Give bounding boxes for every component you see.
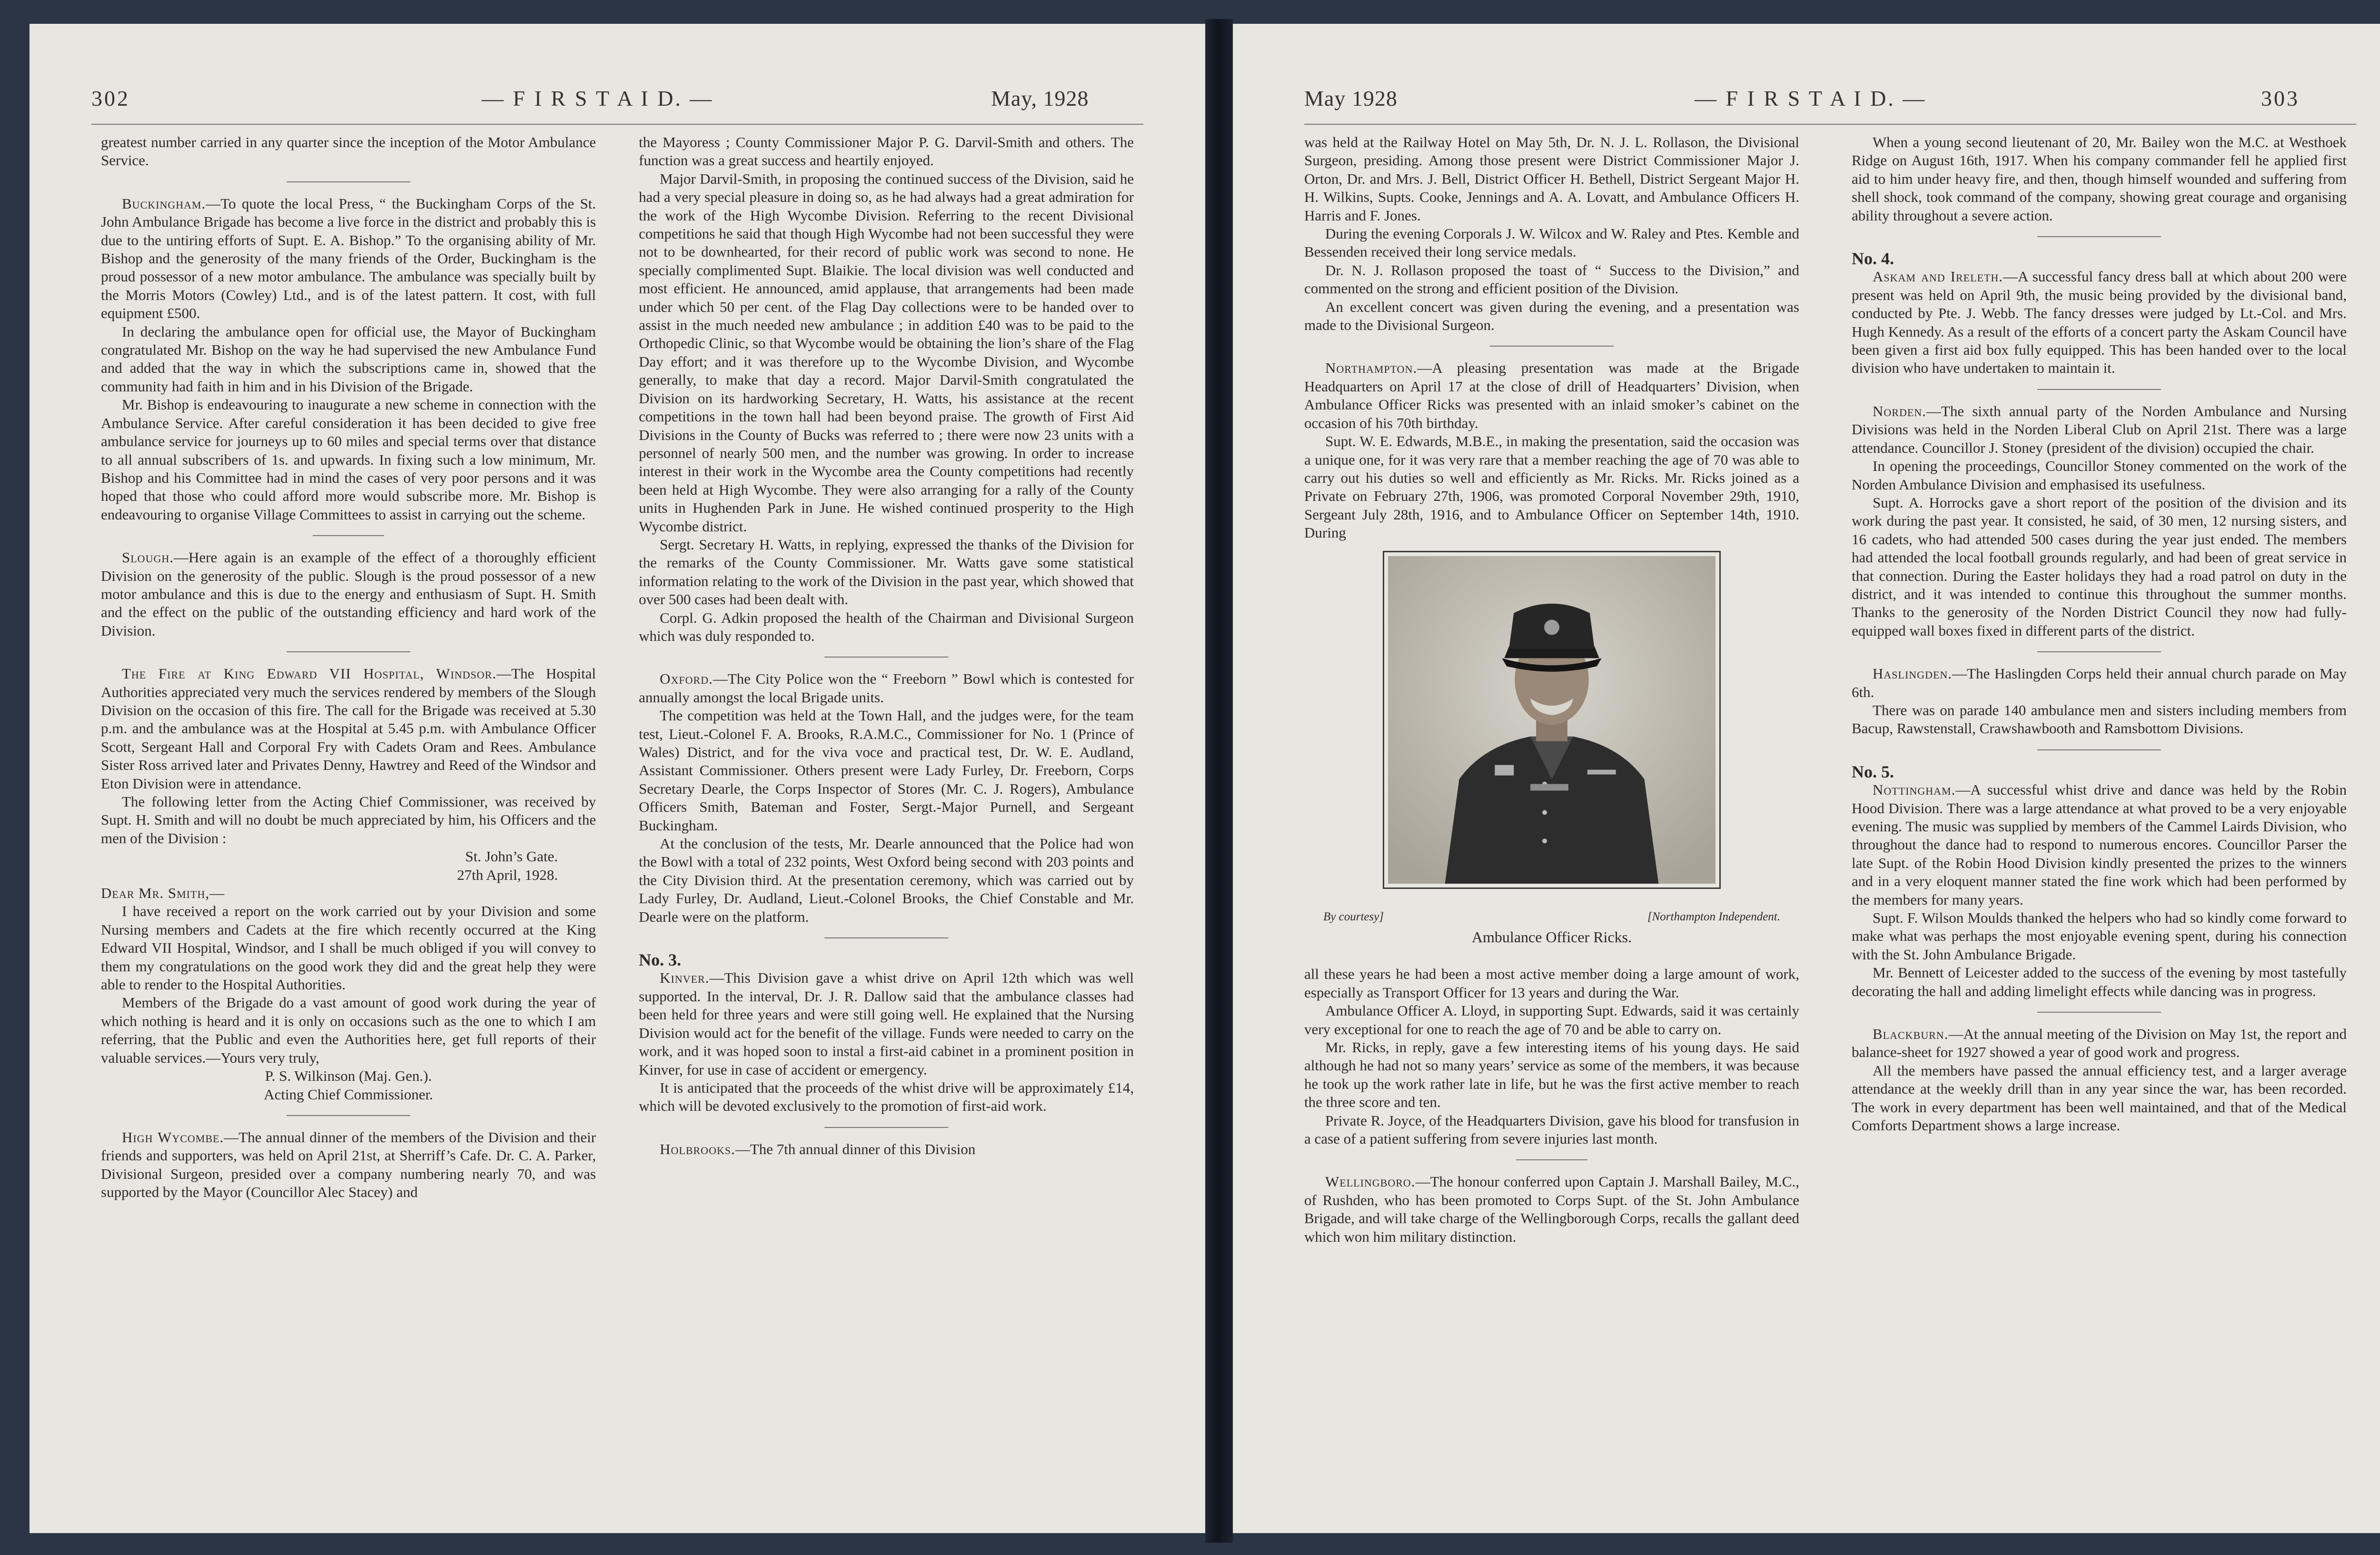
section-divider [1490,346,1614,347]
item-heading: Wellingboro. [1325,1173,1416,1190]
paragraph [1852,701,2347,738]
item-heading: The Fire at King Edward VII Hospital, Windsor. [122,665,497,682]
paragraph-text: In opening the proceedings, Councillor Stoney commented on the work of the Norden Ambulance Division and emphasised its usefulness. [1852,458,2347,493]
item-heading: High Wycombe. [122,1128,224,1146]
news-item [101,884,596,902]
paragraph [1852,1062,2347,1135]
photo-credit-right: [Northampton Independent. [1647,910,1780,923]
paragraph-text: Supt. F. Wilson Moulds thanked the helpers who had so kindly come forward to make what was perhaps the most enjoyable evening spent, during his connection with the St. John Ambulance Brigade. [1852,909,2347,963]
news-item [101,195,596,323]
paragraph [1304,1038,1799,1112]
paragraph [1304,225,1799,261]
news-item [1304,359,1799,432]
section-divider [287,651,410,652]
photo-credit [1323,908,1780,926]
news-item [639,670,1134,707]
item-heading: Nottingham. [1873,781,1956,798]
paragraph [1304,298,1799,335]
item-heading: Slough. [122,549,174,566]
paragraph [1304,133,1799,225]
paragraph-text: When a young second lieutenant of 20, Mr. Bailey won the M.C. at Westhoek Ridge on August 16th, 1917. When his company commander fell he applied first aid to him under heavy fire, and then, though himself wounded and suffering from shell shock, took command of the company, showing great courage and organising ability throughout a severe action. [1852,134,2347,224]
officer-portrait-icon [1388,556,1716,884]
section-divider [1516,1159,1587,1160]
section-divider [2037,651,2161,652]
paragraph-text: was held at the Railway Hotel on May 5th, Dr. N. J. L. Rollason, the Divisional Surgeon, presiding. Among those present were District Commissioner Major J. Orton, Dr. and Mrs. J. Bell, District Officer H. Bethell, District Sergeant Major H. H. Wilkins, Supts. Cooke, Jennings and A. A. Lovatt, and Ambulance Officers H. Harris and F. Jones. [1304,134,1799,224]
paragraph-text: all these years he had been a most active member doing a large amount of work, especially as Transport Officer for 13 years and during the War. [1304,966,1799,1001]
portrait-photo [1383,551,1721,889]
paragraph [639,609,1134,646]
paragraph-text: —A successful whist drive and dance was held by the Robin Hood Division. There was a large attendance at what proved to be a very enjoyable evening. The music was supplied by members of the Cammel Lairds Division, who throughout the dance had to respond to numerous encores. Councillor Parser the late Supt. of the Robin Hood Division kindly presented the prizes to the winners and in a very eloquent manner stated the fine work which had been performed by the members for many years. [1852,781,2347,908]
paragraph-text: I have received a report on the work carried out by your Division and some Nursing members and Cadets at the fire which recently occurred at the King Edward VII Hospital, Windsor, and I shall be much obliged if you will convey to them my congratulations on the good work they did and the great help they were able to render to the Hospital Authorities. [101,903,596,993]
item-heading: Buckingham. [122,195,206,212]
section-divider [824,657,948,658]
news-item [1852,665,2347,701]
paragraph [101,866,596,884]
paragraph [1304,432,1799,542]
section-divider [824,1127,948,1128]
paragraph-text: There was on parade 140 ambulance men and sisters including members from Bacup, Rawstenstall, Crawshawbooth and Ramsbottom Divisions. [1852,701,2347,737]
paragraph-text: Private R. Joyce, of the Headquarters Division, gave his blood for transfusion in a case of a patient suffering from severe injuries last month. [1304,1112,1799,1147]
paragraph-text: During the evening Corporals J. W. Wilcox and W. Raley and Ptes. Kemble and Bessenden received their long service medals. [1304,225,1799,260]
news-item [101,548,596,640]
paragraph [639,707,1134,835]
item-heading: Holbrooks. [660,1140,735,1157]
section-divider [2037,389,2161,390]
issue-date: May, 1928 [991,86,1089,110]
right-column-1 [1304,133,1799,1246]
paragraph-text: — [209,885,225,902]
paragraph-text: —This Division gave a whist drive on April 12th which was well supported. In the interval, Dr. J. R. Dallow said that the ambulance classes had been held for three years and were still going well. He explained that the Nursing Division would act for the benefit of the village. Funds were needed to carry on the work, and it was hoped soon to instal a first-aid cabinet in a prominent position in Kinver, for use in case of accident or emergency. [639,969,1134,1078]
item-heading: Dear Mr. Smith, [101,885,210,902]
paragraph [101,902,596,994]
item-heading: Askam and Ireleth. [1873,268,2003,285]
section-divider [287,181,410,182]
paragraph-text: Sergt. Secretary H. Watts, in replying, expressed the thanks of the Division for the remarks of the County Commissioner. Mr. Watts gave some statistical information relating to the work of the Division in the past year, which showed that over 500 cases had been dealt with. [639,536,1134,608]
item-heading: Kinver. [660,969,710,987]
section-divider [2037,1012,2161,1013]
paragraph-text: —The City Police won the “ Freeborn ” Bowl which is contested for annually amongst the local Brigade units. [639,670,1134,706]
paragraph [101,793,596,847]
paragraph-text: Supt. W. E. Edwards, M.B.E., in making the presentation, said the occasion was a unique one, for it was very rare that a member reaching the age of 70 was able to carry out his duties so well and efficiently as Mr. Ricks. Mr. Ricks joined as a Private on February 27th, 1906, was promoted Corporal November 29th, 1910, Sergeant July 28th, 1916, and to Ambulance Officer on September 14th, 1910. During [1304,433,1799,541]
paragraph-text: P. S. Wilkinson (Maj. Gen.). [265,1067,432,1085]
paragraph-text: Major Darvil-Smith, in proposing the continued success of the Division, said he had a very special pleasure in doing so, as he had always had a great admiration for the work of the High Wycombe Division. Referring to the recent Divisional competitions he said that though High Wycombe had not been successful they were not to be downhearted, for their record of public work was second to none. He specially complimented Supt. Blaikie. The local division was well conducted and most efficient. He announced, amid applause, that arrangements had been made under which 50 per cent. of the Flag Day collections were to be handed over to assist in the much needed new ambulance ; in addition £40 was to be paid to the Orthopedic Clinic, so that Wycombe would be obtaining the lion’s share of the Flag Day effort; and it was therefore up to the Wycombe Division, and Wycombe generally, to make that day a record. Major Darvil-Smith congratulated the Division on its hardworking Secretary, H. Watts, his assistance at the recent competitions in the town hall had been beyond praise. The growth of First Aid Divisions in the County of Bucks was referred to ; there were now 23 units with a personnel of nearly 500 men, and the number was growing. In order to increase interest in their work in the Wycombe area the County competitions had recently been held at High Wycombe. They were also arranging for a rally of the County units in Hughenden Park in June. He wished continued prosperity to the High Wycombe district. [639,170,1134,535]
paragraph-text: —The 7th annual dinner of this Division [735,1140,976,1157]
right-page [1233,24,2380,1533]
photo-image [1388,556,1716,884]
news-item [1852,781,2347,909]
running-title: — F I R S T A I D. — [482,86,714,110]
header-rule [91,124,1143,125]
section-divider [2037,236,2161,237]
section-divider [824,937,948,938]
left-page [30,24,1205,1533]
left-column-1 [101,133,596,1202]
right-column-2 [1852,133,2347,1135]
paragraph-text: Corpl. G. Adkin proposed the health of the Chairman and Divisional Surgeon which was duly responded to. [639,609,1134,644]
paragraph-text: At the conclusion of the tests, Mr. Dearle announced that the Police had won the Bowl with a total of 232 points, West Oxford being second with 203 points and the City Division third. At the presentation ceremony, which was carried out by Lady Furley, Dr. Audland, Lieut.-Colonel Brooks, the Chief Constable and Mr. Dearle were on the platform. [639,835,1134,925]
paragraph [1852,909,2347,964]
item-heading: Northampton. [1325,359,1418,377]
paragraph-text: —The annual dinner of the members of the Division and their friends and supporters, was held on April 21st, at Sherriff’s Cafe. Dr. C. A. Parker, Divisional Surgeon, presided over a company numbering nearly 70, and was supported by the Mayor (Councillor Alec Stacey) and [101,1128,596,1201]
header-rule [1304,124,2356,125]
news-item [1304,1173,1799,1246]
paragraph [1304,1002,1799,1038]
page-number: 302 [91,86,130,110]
item-heading: Haslingden. [1873,665,1953,682]
page-number: 303 [2261,86,2300,110]
paragraph [101,323,596,396]
paragraph-text: —Here again is an example of the effect of a thoroughly efficient Division on the generosity of the public. Slough is the proud possessor of a new motor ambulance and this is due to the energy and enthusiasm of Supt. H. Smith and the effect on the public of the outstanding efficiency and hard work of the Division. [101,549,596,639]
paragraph-text: Members of the Brigade do a vast amount of good work during the year of which nothing is heard and it is only on occasions such as the one to which I am referring, that the Public and even the Authorities here, get full reports of their valuable services.—Yours very truly, [101,994,596,1066]
paragraph-text: Ambulance Officer A. Lloyd, in supporting Supt. Edwards, said it was certainly very exceptional for one to reach the age of 70 and be able to carry on. [1304,1002,1799,1037]
paragraph-text: All the members have passed the annual efficiency test, and a larger average attendance at the weekly drill than in any year since the war, has been recorded. The work in every department has been well maintained, and that of the Medical Comforts Department shows a large increase. [1852,1062,2347,1134]
paragraph [1304,965,1799,1002]
news-item [639,969,1134,1078]
paragraph-text: St. John’s Gate. [465,848,558,865]
paragraph-text: —The Hospital Authorities appreciated very much the services rendered by members of the Slough Division on the occasion of this fire. The call for the Brigade was received at 5.30 p.m. and the ambulance was at the Hospital at 5.45 p.m. with Ambulance Officer Scott, Sergeant Hall and Corporal Fry with Cadets Oram and Rees. Ambulance Sister Ross arrived later and Privates Denny, Hawtrey and Reed of the Windsor and Eton Division were in attendance. [101,665,596,792]
book-gutter [1205,19,1233,1543]
paragraph-text: In declaring the ambulance open for official use, the Mayor of Buckingham congratulated Mr. Bishop on the way he had supervised the new Ambulance Fund and added that the way in which the subscriptions came in, showed that the community had faith in him and in his Division of the Brigade. [101,323,596,395]
running-title: — F I R S T A I D. — [1695,86,1927,110]
paragraph-text: greatest number carried in any quarter since the inception of the Motor Ambulance Service. [101,134,596,169]
news-item [639,1140,1134,1158]
paragraph-text: Supt. A. Horrocks gave a short report of the position of the division and its work during the past year. It consisted, he said, of 30 men, 12 nursing sisters, and 16 cadets, who had attended 500 cases during the year just ended. The members had attended the local football grounds regularly, and had been of great service in that connection. During the Easter holidays they had a road patrol on duty in the district, and it was intended to continue this throughout the summer months. Thanks to the generosity of the Norden District Council they now had fully-equipped wall boxes fixed in different parts of the district. [1852,494,2347,639]
section-divider [287,1115,410,1116]
paragraph-text: Mr. Ricks, in reply, gave a few interesting items of his young days. He said although he had not so many years’ service as some of the members, it was because he took up the work rather late in life, but he was the first active member to reach the three score and ten. [1304,1038,1799,1111]
item-heading: Norden. [1873,402,1926,419]
district-heading: No. 4. [1852,249,1894,269]
paragraph-text: The competition was held at the Town Hall, and the judges were, for the team test, Lieut.-Colonel F. A. Brooks, R.A.M.C., Commissioner for No. 1 (Prince of Wales) District, and for the viva voce and practical test, Dr. W. E. Audland, Assistant Commissioner. Others present were Lady Furley, Dr. Freeborn, Corps Secretary Dearle, the Corps Inspector of Stores (Mr. C. J. Rogers), Ambulance Officers Smith, Bateman and Foster, Sergt.-Major Purnell, and Sergeant Buckingham. [639,707,1134,834]
paragraph-text: It is anticipated that the proceeds of the whist drive will be approximately £14, which will be devoted exclusively to the promotion of first-aid work. [639,1079,1134,1115]
paragraph [101,396,596,524]
paragraph-text: —A pleasing presentation was made at the Brigade Headquarters on April 17 at the close of drill of Headquarters’ Division, when Ambulance Officer Ricks was presented with an inlaid smoker’s cabinet on the occasion of his 70th birthday. [1304,359,1799,431]
paragraph-text: —At the annual meeting of the Division on May 1st, the report and balance-sheet for 1927 showed a year of good work and progress. [1852,1026,2347,1061]
item-heading: Blackburn. [1873,1026,1949,1043]
news-item [1852,1025,2347,1062]
paragraph-text: the Mayoress ; County Commissioner Major P. G. Darvil-Smith and others. The function was a great success and heartily enjoyed. [639,134,1134,169]
paragraph [1852,457,2347,494]
paragraph-text: —A successful fancy dress ball at which about 200 were present was held on April 9th, the music being provided by the divisional band, conducted by Pte. J. Webb. The fancy dresses were judged by Lt.-Col. and Mrs. Hugh Kennedy. As a result of the efforts of a concert party the Askam Council have been given a first aid box fully equipped. This has been handed over to the local division who have undertaken to maintain it. [1852,268,2347,377]
paragraph-text: Acting Chief Commissioner. [264,1086,433,1103]
paragraph-text: —The sixth annual party of the Norden Ambulance and Nursing Divisions was held in the Norden Liberal Club on April 21st. There was a large attendance. Councillor J. Stoney (president of the division) occupied the chair. [1852,402,2347,456]
paragraph-text: —The Haslingden Corps held their annual church parade on May 6th. [1852,665,2347,700]
paragraph [101,133,596,170]
paragraph-text: —To quote the local Press, “ the Buckingham Corps of the St. John Ambulance Brigade has become a live force in the district and probably this is due to the untiring efforts of Supt. E. A. Bishop.” To the organising ability of Mr. Bishop and the generosity of the many friends of the Order, Buckingham is the proud possessor of a new motor ambulance. The ambulance was specially built by the Morris Motors (Cowley) Ltd., and is of the latest pattern. It cost, with full equipment £500. [101,195,596,322]
item-heading: Oxford. [660,670,713,688]
section-divider [2037,749,2161,750]
paragraph [639,1079,1134,1116]
news-item [1852,402,2347,457]
paragraph [1852,494,2347,640]
paragraph [639,133,1134,170]
photo-credit-left: By courtesy] [1323,910,1384,923]
paragraph-text: 27th April, 1928. [457,866,558,883]
paragraph [1304,261,1799,298]
section-divider [313,535,384,536]
paragraph-text: An excellent concert was given during the evening, and a presentation was made to the Divisional Surgeon. [1304,298,1799,334]
paragraph [639,835,1134,926]
paragraph [101,1067,596,1085]
paragraph [1852,133,2347,225]
paragraph-text: Mr. Bishop is endeavouring to inaugurate a new scheme in connection with the Ambulance Service. After careful consideration it has been decided to give free ambulance service for journeys up to 60 miles and special terms over that distance to all annual subscribers of 1s. and upwards. In fixing such a low minimum, Mr. Bishop and his Committee had in mind the cases of very poor persons and it was hoped that those who could afford more would subscribe more. Mr. Bishop is endeavouring to organise Village Committees to assist in carrying out the scheme. [101,396,596,523]
paragraph [639,170,1134,536]
paragraph-text: Mr. Bennett of Leicester added to the success of the evening by most tastefully decorating the hall and adding limelight effects while dancing was in progress. [1852,964,2347,999]
right-column-1-top [1304,133,1799,542]
paragraph [101,994,596,1067]
paragraph-text: Dr. N. J. Rollason proposed the toast of “ Success to the Division,” and commented on the strong and efficient position of the Division. [1304,261,1799,297]
right-column-1-bottom [1304,965,1799,1246]
issue-date: May 1928 [1304,86,1398,110]
district-heading: No. 5. [1852,762,1894,781]
photo-caption: Ambulance Officer Ricks. [1471,928,1632,946]
left-column-2 [639,133,1134,1158]
paragraph [101,847,596,866]
district-heading: No. 3. [639,950,681,970]
paragraph [1304,1112,1799,1148]
paragraph-text: The following letter from the Acting Chief Commissioner, was received by Supt. H. Smith and will no doubt be much appreciated by him, his Officers and the men of the Division : [101,793,596,847]
paragraph-text: —The honour conferred upon Captain J. Marshall Bailey, M.C., of Rushden, who has been promoted to Corps Supt. of the St. John Ambulance Brigade, and will take charge of the Wellingborough Corps, recalls the gallant deed which won him military distinction. [1304,1173,1799,1245]
paragraph [101,1086,596,1104]
paragraph [1852,964,2347,1000]
news-item [101,665,596,793]
news-item [101,1128,596,1202]
paragraph [639,536,1134,609]
news-item [1852,268,2347,377]
